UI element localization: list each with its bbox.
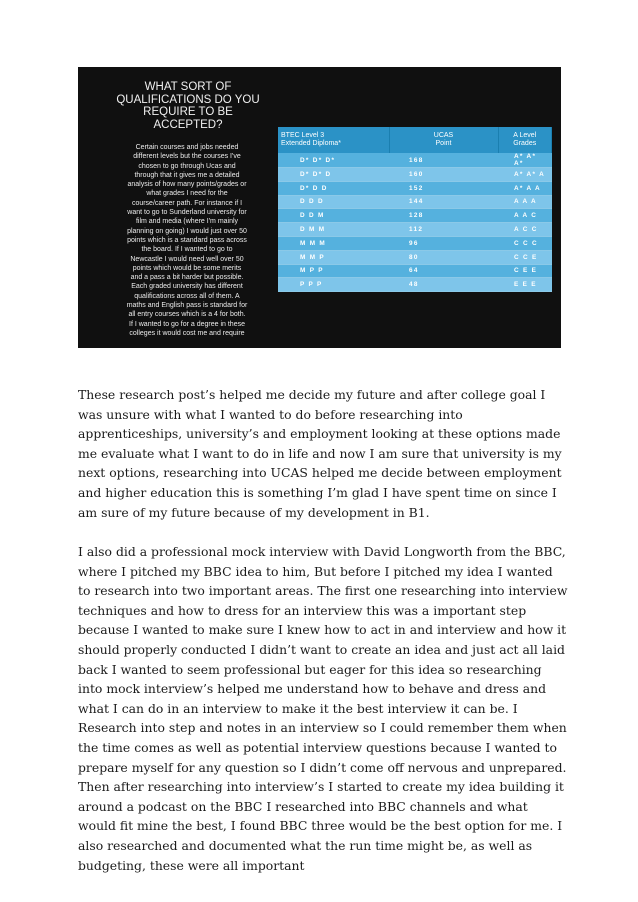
slide-title: WHAT SORT OF QUALIFICATIONS DO YOU REQUIRE TO BE ACCEPTED? bbox=[116, 81, 260, 131]
table-header-row bbox=[278, 127, 552, 153]
ucas-cell: 160 bbox=[389, 168, 498, 182]
alevel-cell: C C C bbox=[498, 236, 552, 250]
header-btec: BTEC Level 3 Extended Diploma* bbox=[278, 127, 389, 153]
alevel-cell: A C C bbox=[498, 223, 552, 237]
btec-cell: P P P bbox=[278, 278, 389, 292]
btec-cell: D* D* D* bbox=[278, 153, 389, 168]
table-row bbox=[278, 181, 552, 195]
table-row bbox=[278, 223, 552, 237]
embedded-slide-image bbox=[78, 67, 561, 348]
paragraph-research-reflection: These research post’s helped me decide my future and after college goal I was unsure with what I wanted to do before researching into apprenticeships, university’s and employment looking at these options made me evaluate what I want to do in life and now I am sure that university is my next options, researching into UCAS helped me decide between employment and higher education this is something I’m glad I have spent time on since I am sure of my future because of my development in B1. bbox=[78, 387, 562, 520]
alevel-cell: A* A* A* bbox=[498, 153, 552, 168]
table-row bbox=[278, 236, 552, 250]
btec-cell: M M M bbox=[278, 236, 389, 250]
btec-cell: D* D D bbox=[278, 181, 389, 195]
table-row bbox=[278, 153, 552, 168]
alevel-cell: A A A bbox=[498, 195, 552, 209]
alevel-cell: C E E bbox=[498, 264, 552, 278]
btec-cell: M P P bbox=[278, 264, 389, 278]
alevel-cell: E E E bbox=[498, 278, 552, 292]
ucas-cell: 128 bbox=[389, 209, 498, 223]
alevel-cell: A A C bbox=[498, 209, 552, 223]
header-ucas: UCAS Point bbox=[389, 127, 498, 153]
ucas-cell: 48 bbox=[389, 278, 498, 292]
btec-cell: D D M bbox=[278, 209, 389, 223]
ucas-cell: 96 bbox=[389, 236, 498, 250]
table-row bbox=[278, 168, 552, 182]
ucas-cell: 64 bbox=[389, 264, 498, 278]
table-row bbox=[278, 278, 552, 292]
alevel-cell: A* A A bbox=[498, 181, 552, 195]
header-alevel: A Level Grades bbox=[498, 127, 552, 153]
ucas-cell: 144 bbox=[389, 195, 498, 209]
table-row bbox=[278, 250, 552, 264]
ucas-cell: 112 bbox=[389, 223, 498, 237]
table-row bbox=[278, 209, 552, 223]
slide-body-text: Certain courses and jobs needed different levels but the courses I've chosen to go through Ucas and through that it gives me a detailed analysis of how many points/grades or what grades I need for the course/career path. For instance if I want to go to Sunderland university for film and media (where I'm mainly planning on going) I would just over 50 points which is a standard pass across the board. If I wanted to go to Newcastle I would need well over 50 points which would be some merits and a pass a bit harder but possible. Each graded university has different qualifications across all of them. A maths and English pass is standard for all entry courses which is a 4 for both. If I wanted to go for a degree in these colleges it would cost me and require bbox=[126, 144, 248, 337]
alevel-cell: A* A* A bbox=[498, 168, 552, 182]
btec-cell: D D D bbox=[278, 195, 389, 209]
ucas-cell: 168 bbox=[389, 153, 498, 168]
ucas-cell: 80 bbox=[389, 250, 498, 264]
btec-cell: D M M bbox=[278, 223, 389, 237]
btec-cell: M M P bbox=[278, 250, 389, 264]
ucas-points-table bbox=[278, 127, 552, 292]
alevel-cell: C C E bbox=[498, 250, 552, 264]
table-row bbox=[278, 195, 552, 209]
table-row bbox=[278, 264, 552, 278]
paragraph-mock-interview: I also did a professional mock interview with David Longworth from the BBC, where I pitched my BBC idea to him, But before I pitched my idea I wanted to research into two important areas. The first one researching into interview techniques and how to dress for an interview this was a important step because I wanted to make sure I knew how to act in and interview and how it should properly conducted I didn’t want to create an idea and just act all laid back I wanted to seem professional but eager for this idea so researching into mock interview’s helped me understand how to behave and dress and what I can do in an interview to make it the best interview it can be. I Research into step and notes in an interview so I could remember them when the time comes as well as potential interview questions because I wanted to prepare myself for any question so I didn’t come off nervous and unprepared. Then after researching into interview’s I started to create my idea building it around a podcast on the BBC I researched into BBC channels and what would fit mine the best, I found BBC three would be the best option for me. I also researched and documented what the run time might be, as well as budgeting, these were all important bbox=[78, 544, 568, 873]
ucas-cell: 152 bbox=[389, 181, 498, 195]
btec-cell: D* D* D bbox=[278, 168, 389, 182]
